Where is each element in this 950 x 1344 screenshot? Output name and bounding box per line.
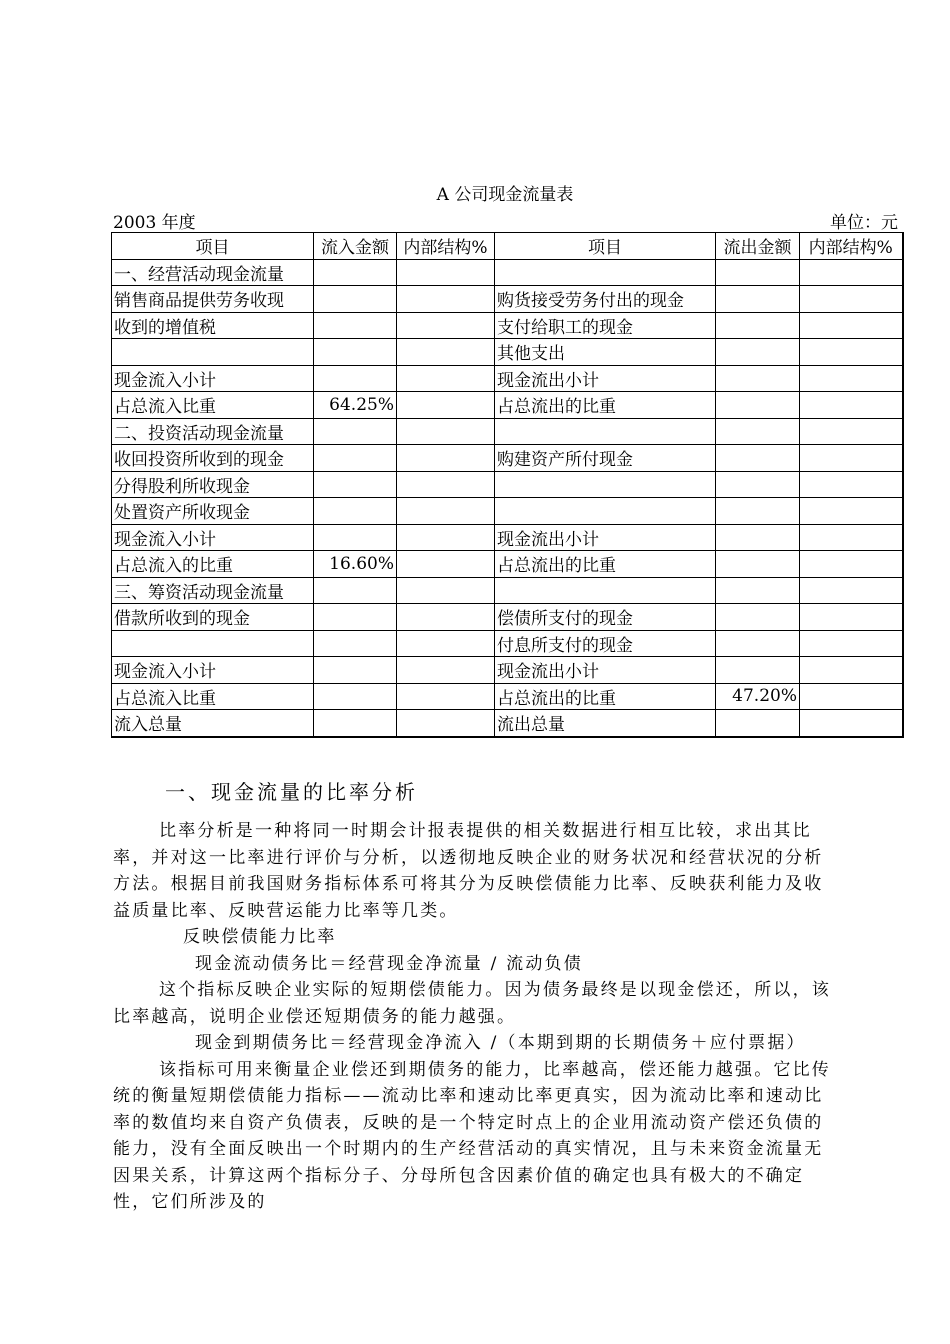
- table-row: [112, 551, 903, 578]
- outflow-structure-cell: [800, 471, 903, 498]
- outflow-structure-cell: [800, 312, 903, 339]
- inflow-amount-cell: [314, 339, 397, 366]
- inflow-item-cell: 现金流入小计: [112, 524, 314, 551]
- inflow-structure-cell: [397, 259, 495, 286]
- inflow-structure-cell: [397, 630, 495, 657]
- outflow-amount-cell: [716, 710, 800, 737]
- inflow-structure-cell: [397, 445, 495, 472]
- inflow-structure-cell: [397, 683, 495, 710]
- outflow-item-cell: 购货接受劳务付出的现金: [495, 286, 716, 313]
- outflow-item-cell: 现金流出小计: [495, 365, 716, 392]
- inflow-amount-cell: [314, 418, 397, 445]
- paragraph: 比率分析是一种将同一时期会计报表提供的相关数据进行相互比较，求出其比率，并对这一比率进行评价与分析，以透彻地反映企业的财务状况和经营状况的分析方法。根据目前我国财务指标体系可将其分为反映偿债能力比率、反映获利能力及收益质量比率、反映营运能力比率等几类。: [113, 821, 824, 921]
- outflow-item-cell: 支付给职工的现金: [495, 312, 716, 339]
- outflow-amount-cell: [716, 524, 800, 551]
- header-outflow-item: 项目: [495, 233, 716, 260]
- outflow-amount-cell: [716, 471, 800, 498]
- header-outflow-amount: 流出金额: [716, 233, 800, 260]
- inflow-item-cell: 占总流入比重: [112, 683, 314, 710]
- outflow-item-cell: 现金流出小计: [495, 524, 716, 551]
- outflow-amount-cell: [716, 312, 800, 339]
- table-row: [112, 339, 903, 366]
- header-inflow-amount: 流入金额: [314, 233, 397, 260]
- table-row: [112, 657, 903, 684]
- inflow-item-cell: 三、筹资活动现金流量: [112, 577, 314, 604]
- inflow-structure-cell: [397, 551, 495, 578]
- inflow-item-cell: 占总流入比重: [112, 392, 314, 419]
- outflow-item-cell: 偿债所支付的现金: [495, 604, 716, 631]
- outflow-item-cell: 流出总量: [495, 710, 716, 737]
- outflow-structure-cell: [800, 577, 903, 604]
- outflow-item-cell: [495, 498, 716, 525]
- outflow-amount-cell: [716, 418, 800, 445]
- table-header-row: [112, 233, 903, 260]
- outflow-item-cell: 占总流出的比重: [495, 551, 716, 578]
- table-row: [112, 259, 903, 286]
- outflow-structure-cell: [800, 683, 903, 710]
- inflow-structure-cell: [397, 657, 495, 684]
- currency-unit: 单位：元: [830, 213, 898, 233]
- outflow-structure-cell: [800, 524, 903, 551]
- inflow-structure-cell: [397, 604, 495, 631]
- table-title: A 公司现金流量表: [436, 185, 574, 205]
- paragraph: 该指标可用来衡量企业偿还到期债务的能力，比率越高，偿还能力越强。它比传统的衡量短期偿债能力指标——流动比率和速动比率更真实，因为流动比率和速动比率的数值均来自资产负债表，反映的是一个特定时点上的企业用流动资产偿还负债的能力，没有全面反映出一个时期内的生产经营活动的真实情况，且与未来资金流量无因果关系，计算这两个指标分子、分母所包含因素价值的确定也具有极大的不确定性，它们所涉及的: [113, 1059, 831, 1212]
- outflow-amount-cell: [716, 498, 800, 525]
- inflow-structure-cell: [397, 286, 495, 313]
- table-row: [112, 392, 903, 419]
- inflow-item-cell: 二、投资活动现金流量: [112, 418, 314, 445]
- inflow-structure-cell: [397, 710, 495, 737]
- inflow-amount-cell: [314, 445, 397, 472]
- inflow-item-cell: 收到的增值税: [112, 312, 314, 339]
- table-row: [112, 630, 903, 657]
- inflow-amount-cell: [314, 312, 397, 339]
- table-row: [112, 524, 903, 551]
- inflow-amount-cell: 64.25%: [314, 392, 397, 419]
- table-row: [112, 312, 903, 339]
- outflow-amount-cell: [716, 286, 800, 313]
- inflow-amount-cell: [314, 286, 397, 313]
- table-row: [112, 365, 903, 392]
- header-outflow-structure: 内部结构%: [800, 233, 903, 260]
- inflow-structure-cell: [397, 392, 495, 419]
- cash-flow-table: [111, 232, 904, 738]
- inflow-item-cell: 现金流入小计: [112, 365, 314, 392]
- formula: 现金到期债务比＝经营现金净流入 /（本期到期的长期债务＋应付票据）: [195, 1033, 806, 1053]
- inflow-structure-cell: [397, 524, 495, 551]
- inflow-item-cell: 借款所收到的现金: [112, 604, 314, 631]
- outflow-item-cell: 其他支出: [495, 339, 716, 366]
- outflow-structure-cell: [800, 365, 903, 392]
- inflow-amount-cell: [314, 524, 397, 551]
- outflow-amount-cell: [716, 365, 800, 392]
- inflow-structure-cell: [397, 339, 495, 366]
- inflow-item-cell: 现金流入小计: [112, 657, 314, 684]
- table-row: [112, 683, 903, 710]
- outflow-amount-cell: [716, 577, 800, 604]
- header-inflow-structure: 内部结构%: [397, 233, 495, 260]
- header-inflow-item: 项目: [112, 233, 314, 260]
- outflow-structure-cell: [800, 630, 903, 657]
- table-row: [112, 577, 903, 604]
- outflow-amount-cell: [716, 445, 800, 472]
- table-row: [112, 604, 903, 631]
- outflow-item-cell: [495, 418, 716, 445]
- outflow-item-cell: 购建资产所付现金: [495, 445, 716, 472]
- table-row: [112, 418, 903, 445]
- outflow-item-cell: [495, 259, 716, 286]
- inflow-amount-cell: [314, 604, 397, 631]
- formula: 现金流动债务比＝经营现金净流量 / 流动负债: [195, 953, 583, 974]
- outflow-structure-cell: [800, 259, 903, 286]
- outflow-amount-cell: [716, 630, 800, 657]
- inflow-item-cell: 处置资产所收现金: [112, 498, 314, 525]
- inflow-structure-cell: [397, 312, 495, 339]
- inflow-item-cell: 占总流入的比重: [112, 551, 314, 578]
- inflow-structure-cell: [397, 498, 495, 525]
- report-year: 2003 年度: [113, 213, 196, 233]
- outflow-item-cell: [495, 471, 716, 498]
- outflow-item-cell: 占总流出的比重: [495, 683, 716, 710]
- analysis-text: [113, 818, 838, 1216]
- inflow-amount-cell: [314, 630, 397, 657]
- inflow-item-cell: [112, 630, 314, 657]
- outflow-structure-cell: [800, 418, 903, 445]
- table-body: [112, 259, 903, 737]
- inflow-structure-cell: [397, 418, 495, 445]
- inflow-structure-cell: [397, 365, 495, 392]
- inflow-item-cell: 收回投资所收到的现金: [112, 445, 314, 472]
- inflow-amount-cell: [314, 683, 397, 710]
- outflow-item-cell: 付息所支付的现金: [495, 630, 716, 657]
- outflow-amount-cell: [716, 392, 800, 419]
- outflow-structure-cell: [800, 551, 903, 578]
- outflow-structure-cell: [800, 498, 903, 525]
- inflow-amount-cell: [314, 365, 397, 392]
- outflow-amount-cell: [716, 551, 800, 578]
- inflow-structure-cell: [397, 471, 495, 498]
- outflow-amount-cell: [716, 259, 800, 286]
- outflow-structure-cell: [800, 445, 903, 472]
- inflow-structure-cell: [397, 577, 495, 604]
- outflow-structure-cell: [800, 710, 903, 737]
- table-row: [112, 471, 903, 498]
- outflow-amount-cell: [716, 604, 800, 631]
- inflow-amount-cell: [314, 471, 397, 498]
- inflow-amount-cell: [314, 498, 397, 525]
- inflow-item-cell: 销售商品提供劳务收现: [112, 286, 314, 313]
- table-row: [112, 286, 903, 313]
- inflow-amount-cell: [314, 577, 397, 604]
- outflow-amount-cell: 47.20%: [716, 683, 800, 710]
- table-row: [112, 498, 903, 525]
- inflow-item-cell: 一、经营活动现金流量: [112, 259, 314, 286]
- table-row: [112, 710, 903, 737]
- outflow-amount-cell: [716, 339, 800, 366]
- paragraph: 这个指标反映企业实际的短期偿债能力。因为债务最终是以现金偿还，所以，该比率越高，说明企业偿还短期债务的能力越强。: [113, 980, 831, 1027]
- outflow-structure-cell: [800, 286, 903, 313]
- table-row: [112, 445, 903, 472]
- inflow-item-cell: [112, 339, 314, 366]
- inflow-amount-cell: [314, 259, 397, 286]
- inflow-amount-cell: 16.60%: [314, 551, 397, 578]
- inflow-amount-cell: [314, 657, 397, 684]
- outflow-structure-cell: [800, 604, 903, 631]
- outflow-structure-cell: [800, 392, 903, 419]
- outflow-amount-cell: [716, 657, 800, 684]
- outflow-structure-cell: [800, 657, 903, 684]
- inflow-item-cell: 分得股利所收现金: [112, 471, 314, 498]
- outflow-item-cell: 占总流出的比重: [495, 392, 716, 419]
- subheading: 反映偿债能力比率: [183, 927, 337, 947]
- section-heading: 一、现金流量的比率分析: [165, 780, 418, 804]
- inflow-amount-cell: [314, 710, 397, 737]
- inflow-item-cell: 流入总量: [112, 710, 314, 737]
- outflow-item-cell: 现金流出小计: [495, 657, 716, 684]
- outflow-item-cell: [495, 577, 716, 604]
- outflow-structure-cell: [800, 339, 903, 366]
